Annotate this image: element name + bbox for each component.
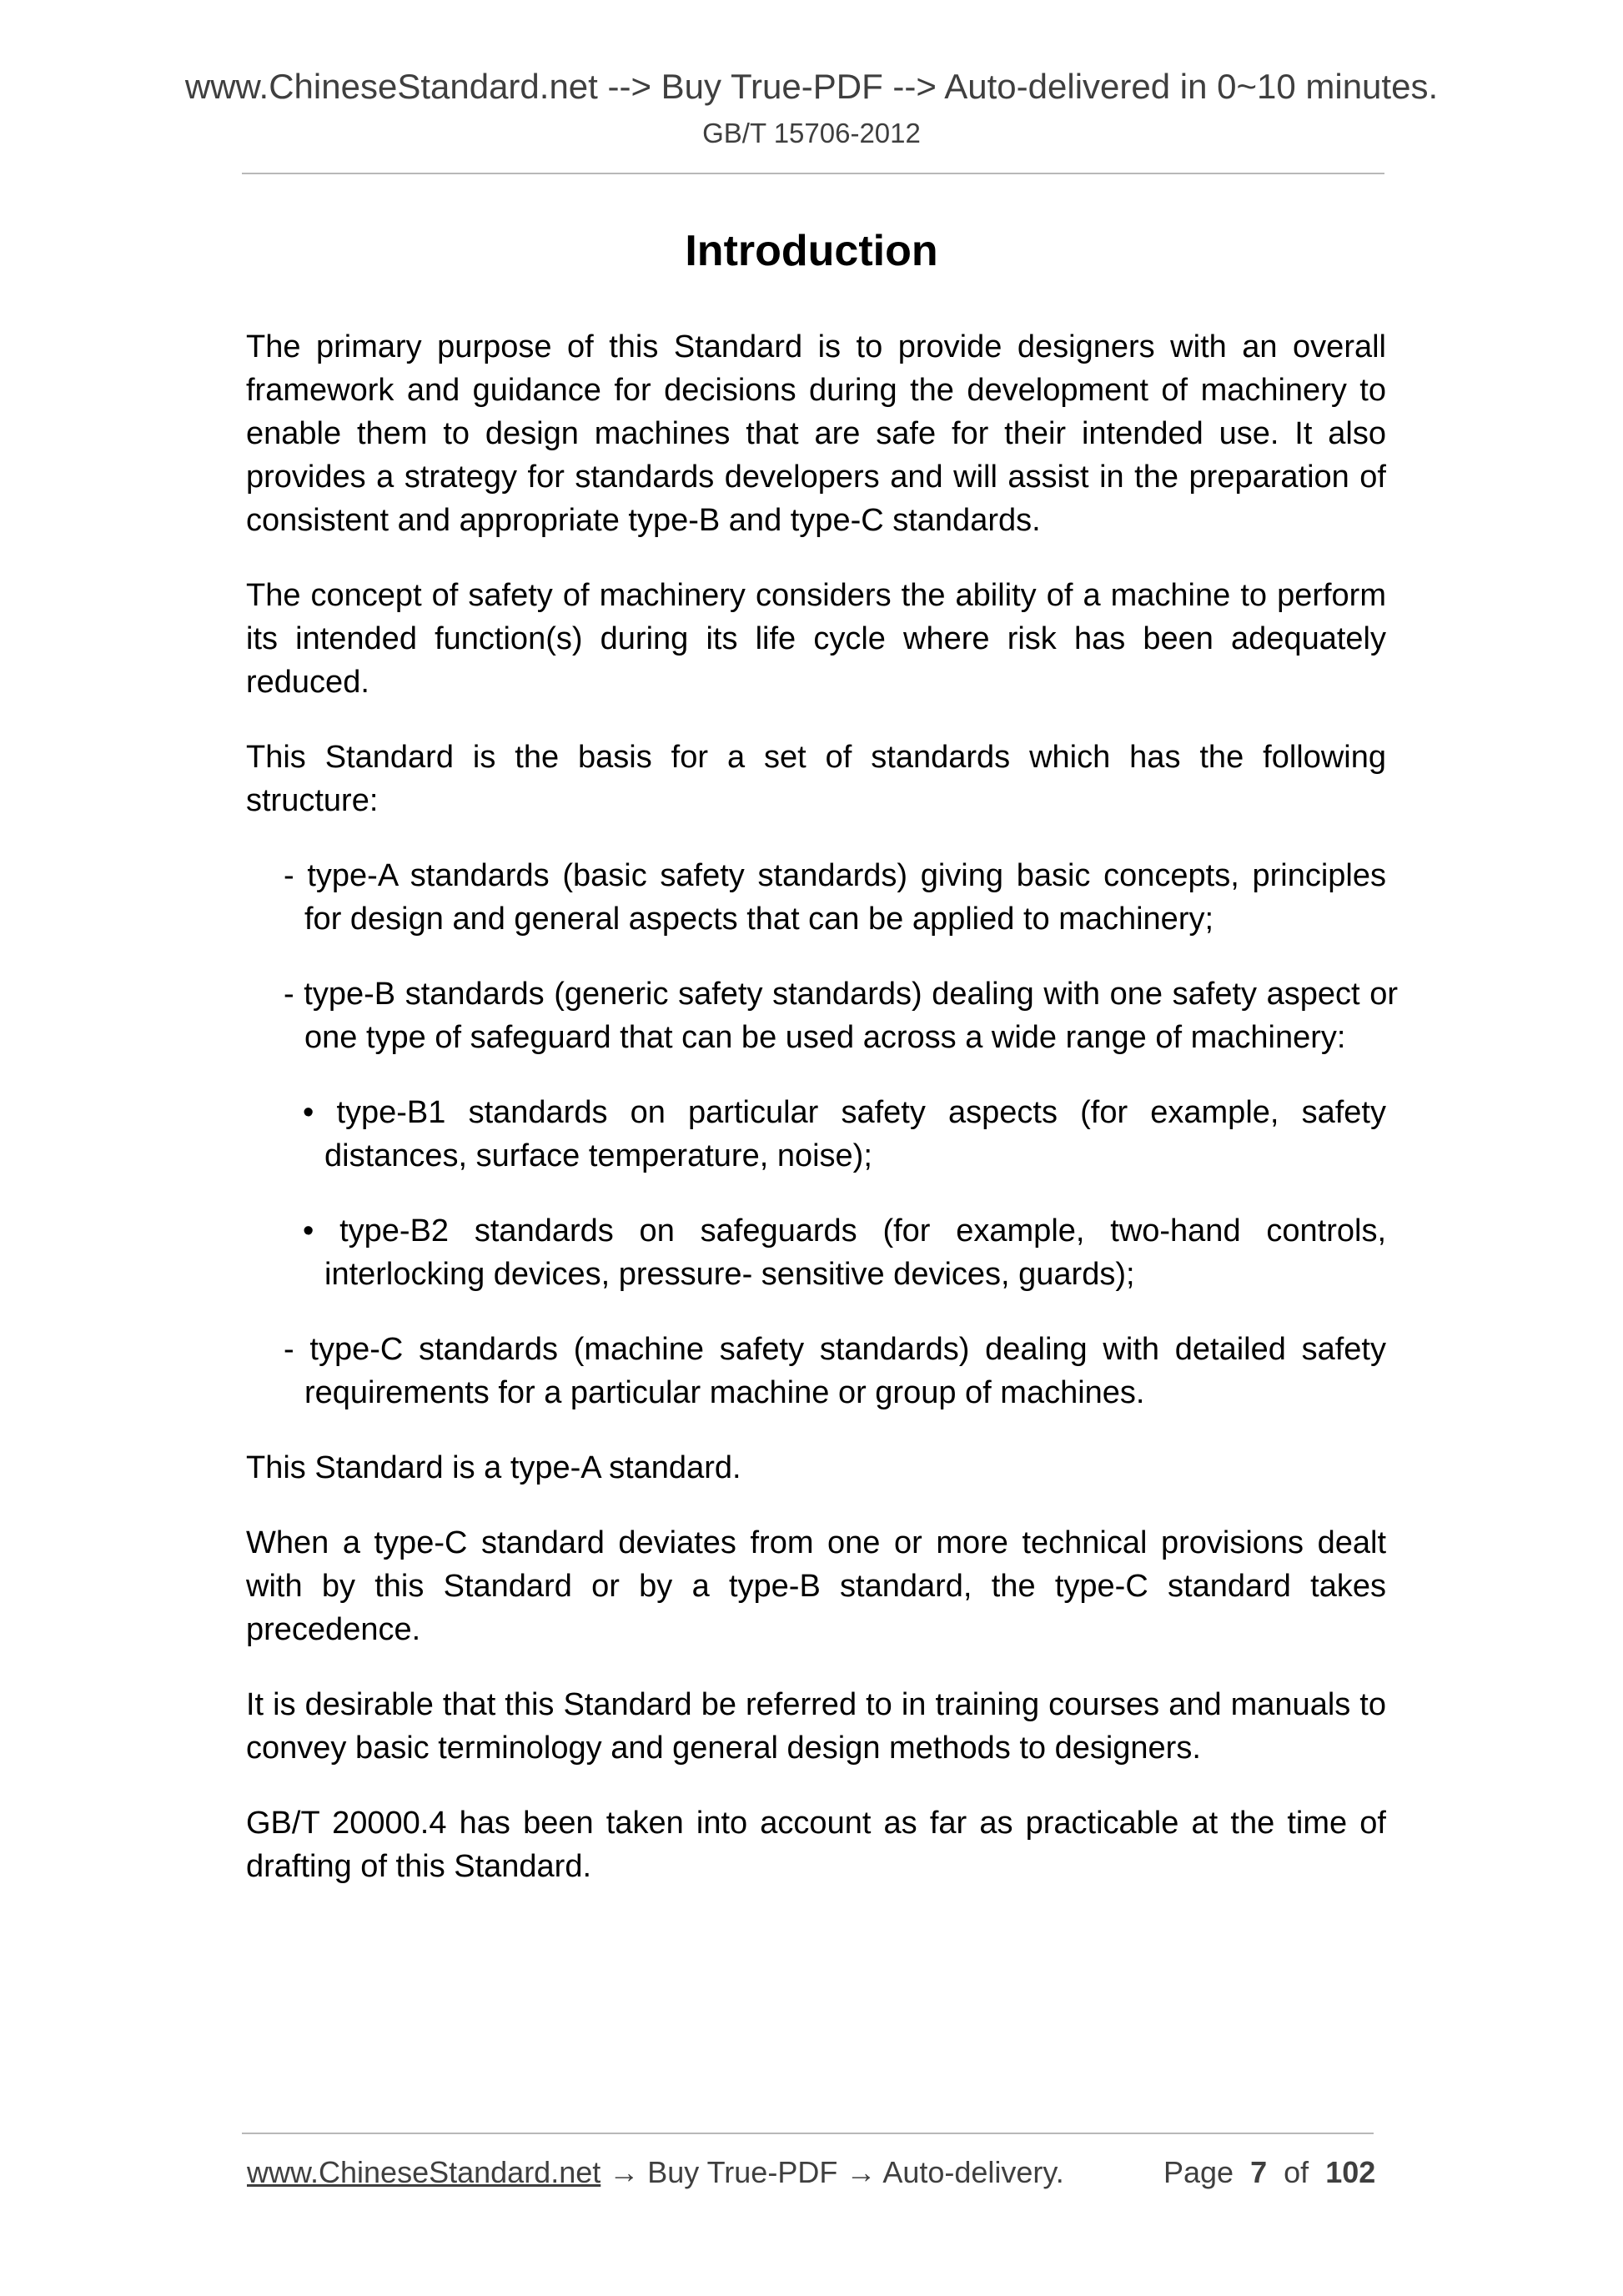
list-item-type-c: - type-C standards (machine safety standards) dealing with detailed safety requirements for a particular machine or group of machines. — [284, 1332, 1386, 1410]
list-item-type-b: - type-B standards (generic safety standards) dealing with one safety aspect or one type of safeguard that can be used across a wide range of machinery: — [284, 977, 1398, 1055]
header-divider — [242, 173, 1384, 174]
paragraph-type-a: This Standard is a type-A standard. — [246, 1450, 741, 1485]
paragraph-reference: GB/T 20000.4 has been taken into account as far as practicable at the time of drafting of this Standard. — [246, 1806, 1386, 1884]
total-pages: 102 — [1325, 2155, 1376, 2189]
list-item-type-a: - type-A standards (basic safety standards) giving basic concepts, principles for design and general aspects that can be applied to machinery; — [284, 858, 1386, 937]
of-label: of — [1284, 2155, 1309, 2189]
header-banner: www.ChineseStandard.net --> Buy True-PDF --> Auto-delivered in 0~10 minutes. — [184, 67, 1439, 106]
paragraph-training: It is desirable that this Standard be referred to in training courses and manuals to convey basic terminology and general design methods to designers. — [246, 1687, 1386, 1766]
paragraph-structure: This Standard is the basis for a set of standards which has the following structure: — [246, 740, 1386, 818]
paragraph-purpose: The primary purpose of this Standard is to provide designers with an overall framework and guidance for decisions during the development of machinery to enable them to design machines that are safe for their intended use. It also provides a strategy for standards developers and will assist in the preparation of consistent and appropriate type-B and type-C standards. — [246, 329, 1386, 538]
footer-tagline: → Buy True-PDF → Auto-delivery. — [600, 2155, 1064, 2189]
paragraph-precedence: When a type-C standard deviates from one or more technical provisions dealt with by this Standard or by a type-B standard, the type-C standard takes precedence. — [246, 1525, 1386, 1647]
page-label: Page — [1163, 2155, 1234, 2189]
list-item-type-b1: • type-B1 standards on particular safety aspects (for example, safety distances, surface temperature, noise); — [303, 1095, 1386, 1173]
list-item-type-b2: • type-B2 standards on safeguards (for example, two-hand controls, interlocking devices, pressure- sensitive devices, guards); — [303, 1213, 1386, 1292]
page-number: 7 — [1250, 2155, 1268, 2189]
page-title: Introduction — [685, 227, 938, 275]
paragraph-concept: The concept of safety of machinery considers the ability of a machine to perform its intended function(s) during its life cycle where risk has been adequately reduced. — [246, 578, 1386, 700]
page-indicator — [1163, 2154, 1375, 2191]
footer-divider — [242, 2133, 1374, 2134]
body-content — [246, 325, 1398, 1920]
footer-link[interactable]: www.ChineseStandard.net — [247, 2155, 601, 2189]
document-code: GB/T 15706-2012 — [702, 118, 921, 148]
footer-left — [247, 2154, 1064, 2191]
